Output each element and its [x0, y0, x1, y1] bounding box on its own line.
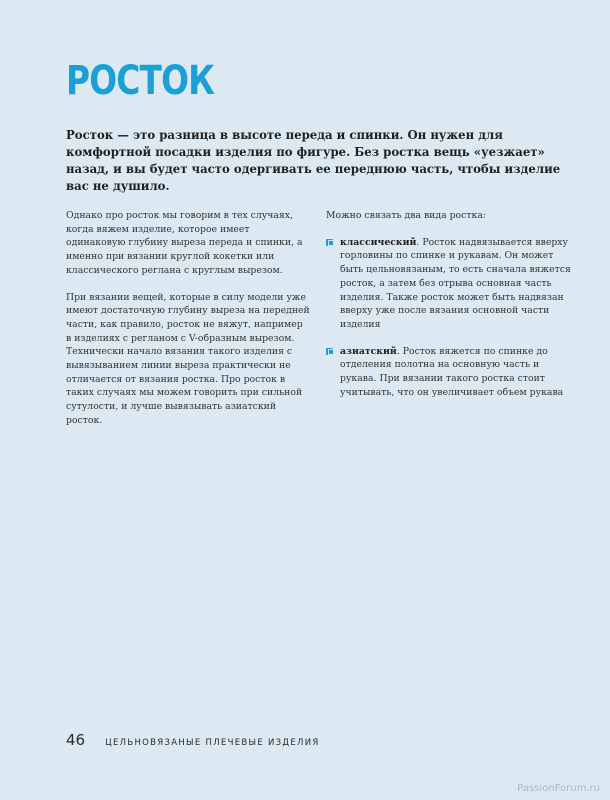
body-paragraph: При вязании вещей, которые в силу модели уже имеют достаточную глубину выреза на передней части, как правило, росток не вяжут, например в изделиях с регланом с V-образным вырезом. Технически начало вязания такого изделия с вывязыванием линии выреза практически не отличается от вязания ростка. Про росток в таких случаях мы можем говорить при сильной сутулости, и лучше вывязывать азиатский росток. — [66, 291, 310, 426]
list-item — [326, 345, 572, 400]
list-item-text: . Росток надвязывается вверху горловины по спинке и рукавам. Он может быть цельновязаным, то есть сначала вяжется росток, а затем без отрыва основная часть изделия. Также росток может быть надвязан вверху уже после вязания основной части изделия — [340, 236, 571, 330]
list-intro: Можно связать два вида ростка: — [326, 210, 486, 221]
left-column — [66, 209, 310, 441]
body-paragraph: Однако про росток мы говорим в тех случаях, когда вяжем изделие, которое имеет одинаковую глубину выреза переда и спинки, а именно при вязании круглой кокетки или классического реглана с круглым вырезом. — [66, 210, 303, 276]
page-footer — [66, 731, 320, 749]
running-head: ЦЕЛЬНОВЯЗАНЫЕ ПЛЕЧЕВЫЕ ИЗДЕЛИЯ — [105, 738, 320, 748]
list-item-text: . Росток вяжется по спинке до отделения полотна на основную часть и рукава. При вязании такого ростка стоит учитывать, что он увеличивает объем рукава — [340, 345, 564, 398]
page-number: 46 — [66, 731, 86, 749]
watermark: PassionForum.ru — [517, 783, 600, 794]
square-bullet-icon — [326, 239, 333, 246]
square-bullet-icon — [326, 348, 333, 355]
list-item-term: азиатский — [340, 345, 397, 357]
lead-paragraph: Росток — это разница в высоте переда и спинки. Он нужен для комфортной посадки изделия по фигуре. Без ростка вещь «уезжает» назад, и вы будет часто одергивать ее переднюю часть, чтобы изделие вас не душило. — [66, 128, 561, 193]
list-item-term: классический — [340, 236, 417, 248]
list-item — [326, 236, 572, 332]
right-column — [326, 209, 572, 412]
page-title: РОСТОК — [66, 58, 215, 104]
